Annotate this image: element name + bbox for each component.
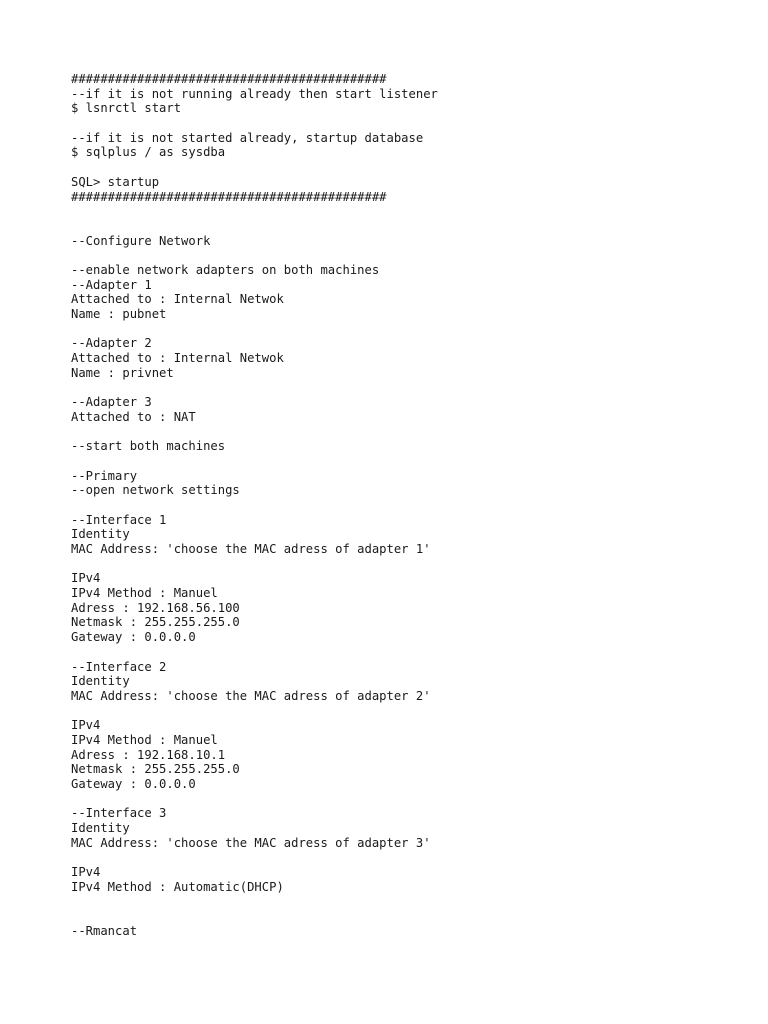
document-line: --Adapter 2: [71, 336, 152, 351]
document-line: Identity: [71, 674, 130, 689]
document-line: --Interface 2: [71, 659, 167, 674]
document-line: --enable network adapters on both machines: [71, 262, 380, 277]
document-line: [71, 248, 751, 263]
document-line: --Adapter 3: [71, 395, 152, 410]
document-line: [71, 792, 751, 807]
document-line: Identity: [71, 527, 130, 542]
document-line: Gateway : 0.0.0.0: [71, 630, 196, 645]
document-line: [71, 380, 751, 395]
document-line: MAC Address: 'choose the MAC adress of adapter 1': [71, 542, 431, 556]
document-line: IPv4 Method : Manuel: [71, 586, 218, 601]
document-line: Name : privnet: [71, 365, 174, 380]
document-line: $ sqlplus / as sysdba: [71, 145, 226, 160]
document-line: [71, 160, 751, 175]
document-line: IPv4: [71, 718, 101, 733]
document-line: --Primary: [71, 468, 138, 483]
document-line: Identity: [71, 821, 130, 836]
document-line: --if it is not started already, startup database: [71, 130, 424, 145]
document-line: IPv4 Method : Automatic(DHCP): [71, 879, 284, 894]
document-line: Attached to : Internal Netwok: [71, 292, 284, 307]
document-line: Netmask : 255.255.255.0: [71, 615, 240, 630]
document-line: --Rmancat: [71, 923, 138, 938]
document-line: Gateway : 0.0.0.0: [71, 777, 196, 791]
document-line: Attached to : Internal Netwok: [71, 351, 284, 366]
document-line: [71, 219, 751, 234]
document-line: --if it is not running already then start listener: [71, 86, 438, 101]
document-line: --Interface 3: [71, 806, 167, 821]
document-line: SQL> startup: [71, 174, 160, 189]
document-line: IPv4: [71, 865, 101, 880]
document-line: --Configure Network: [71, 233, 211, 248]
document-line: Attached to : NAT: [71, 409, 196, 424]
document-line: Name : pubnet: [71, 307, 167, 321]
document-line: [71, 454, 751, 469]
document-line: IPv4: [71, 571, 101, 586]
document-line: MAC Address: 'choose the MAC adress of adapter 3': [71, 835, 431, 850]
document-line: [71, 116, 751, 131]
document-line: Adress : 192.168.56.100: [71, 600, 240, 615]
document-text: [71, 72, 751, 939]
document-line: [71, 425, 751, 440]
document-line: [71, 322, 751, 337]
document-line: [71, 895, 751, 910]
document-line: Adress : 192.168.10.1: [71, 747, 226, 762]
document-line: MAC Address: 'choose the MAC adress of adapter 2': [71, 688, 431, 703]
document-line: [71, 850, 751, 865]
document-line: $ lsnrctl start: [71, 101, 182, 116]
document-line: --open network settings: [71, 483, 240, 498]
document-line: --start both machines: [71, 439, 226, 454]
document-line: ###########################################: [71, 72, 387, 86]
document-line: [71, 498, 751, 513]
document-line: ###########################################: [71, 189, 387, 204]
document-line: --Adapter 1: [71, 277, 152, 292]
document-line: [71, 909, 751, 924]
document-line: --Interface 1: [71, 512, 167, 527]
document-line: [71, 204, 751, 219]
document-line: [71, 704, 751, 719]
document-line: [71, 557, 751, 572]
document-line: [71, 645, 751, 660]
document-line: Netmask : 255.255.255.0: [71, 762, 240, 777]
document-line: IPv4 Method : Manuel: [71, 732, 218, 747]
